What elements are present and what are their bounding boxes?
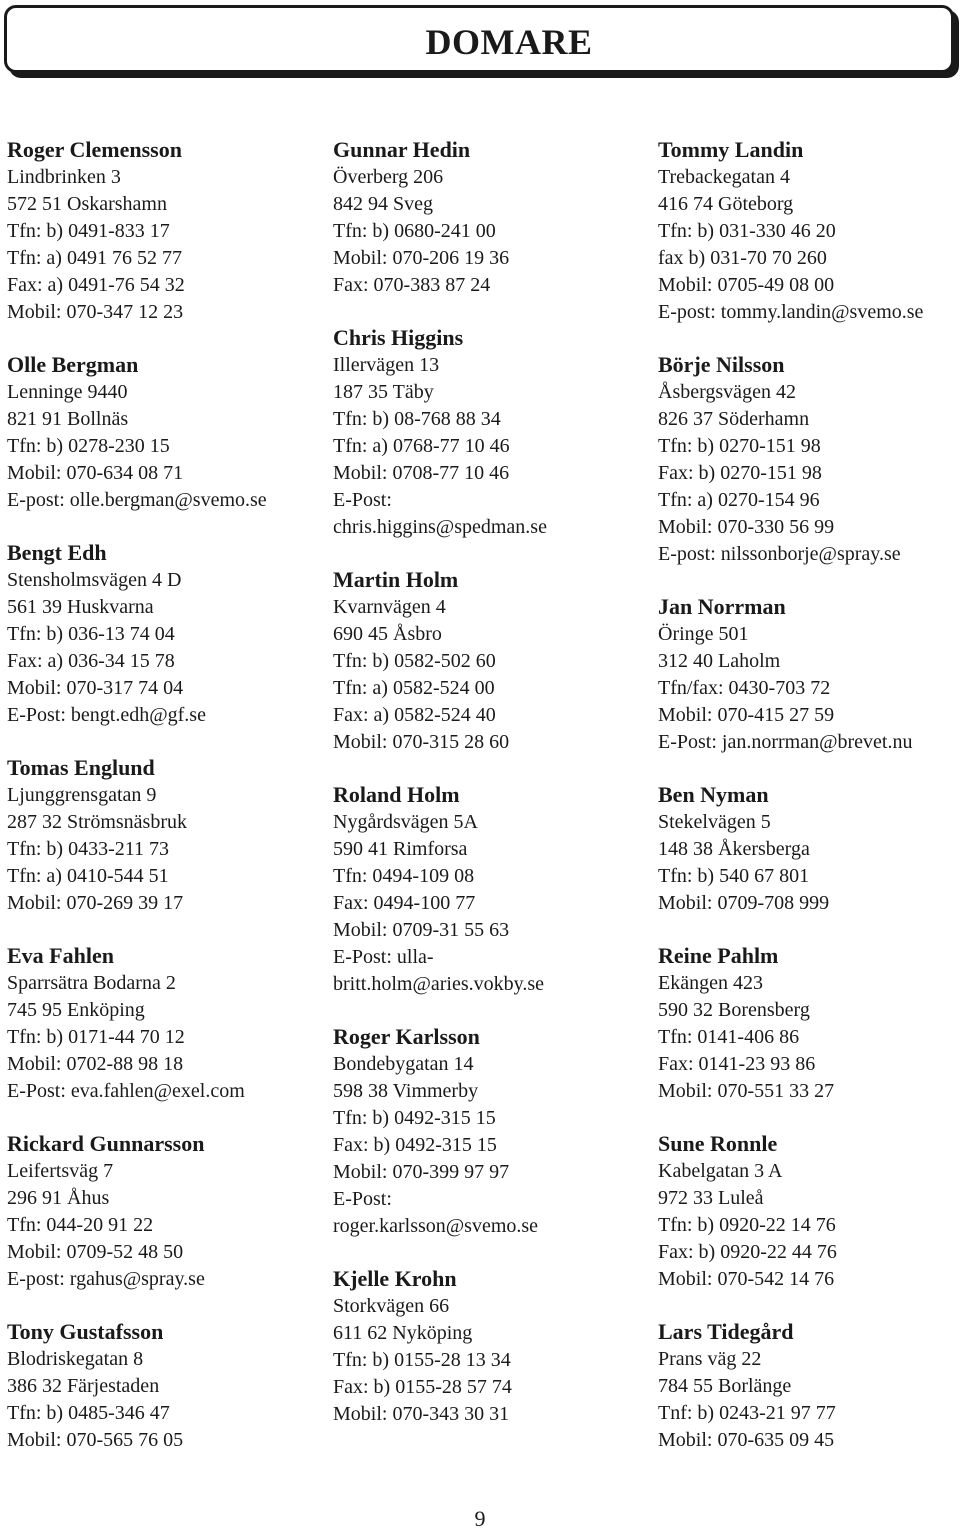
contact-line: Trebackegatan 4 [658, 166, 790, 188]
contact-line: Tfn/fax: 0430-703 72 [658, 677, 831, 699]
contact-line: Överberg 206 [333, 166, 444, 188]
contact-line: Mobil: 070-542 14 76 [658, 1268, 835, 1290]
contact-line: E-Post: [333, 489, 392, 511]
referee-entry [7, 136, 317, 326]
contact-line: Tfn: b) 0920-22 14 76 [658, 1214, 836, 1236]
title-box [4, 5, 954, 73]
contact-line: roger.karlsson@svemo.se [333, 1215, 539, 1237]
contact-line: 690 45 Åsbro [333, 623, 442, 645]
contact-line: Kvarnvägen 4 [333, 596, 446, 618]
contact-line: E-Post: [333, 1188, 392, 1210]
contact-line: 972 33 Luleå [658, 1187, 764, 1209]
contact-line: Nygårdsvägen 5A [333, 811, 478, 833]
contact-line: Tfn: b) 0155-28 13 34 [333, 1349, 511, 1371]
contact-line: 784 55 Borlänge [658, 1375, 792, 1397]
contact-line: Tfn: b) 031-330 46 20 [658, 220, 836, 242]
contact-line: 821 91 Bollnäs [7, 408, 129, 430]
contact-line: Prans väg 22 [658, 1348, 762, 1370]
contact-line: Mobil: 070-634 08 71 [7, 462, 184, 484]
contact-line: 611 62 Nyköping [333, 1322, 473, 1344]
referee-entry [7, 1130, 317, 1293]
contact-line: Ljunggrensgatan 9 [7, 784, 157, 806]
contact-line: Mobil: 070-347 12 23 [7, 301, 184, 323]
contact-line: Tfn: 0494-109 08 [333, 865, 475, 887]
referee-name: Rickard Gunnarsson [7, 1131, 205, 1156]
referee-entry [658, 593, 960, 756]
page-number: 9 [474, 1506, 486, 1531]
contact-line: E-post: tommy.landin@svemo.se [658, 301, 924, 323]
contact-line: E-Post: bengt.edh@gf.se [7, 704, 206, 726]
contact-line: E-post: olle.bergman@svemo.se [7, 489, 267, 511]
contact-line: Bondebygatan 14 [333, 1053, 474, 1075]
contact-line: E-post: rgahus@spray.se [7, 1268, 205, 1290]
contact-line: Sparrsätra Bodarna 2 [7, 972, 176, 994]
contact-line: Fax: a) 0491-76 54 32 [7, 274, 185, 296]
referee-entry [658, 942, 960, 1105]
contact-line: Fax: b) 0492-315 15 [333, 1134, 497, 1156]
contact-line: 745 95 Enköping [7, 999, 145, 1021]
contact-line: Mobil: 070-565 76 05 [7, 1429, 184, 1451]
referee-entry [7, 1318, 317, 1454]
contact-line: Lenninge 9440 [7, 381, 128, 403]
contact-line: 842 94 Sveg [333, 193, 433, 215]
referee-entry [7, 942, 317, 1105]
contact-line: Tfn: b) 0680-241 00 [333, 220, 496, 242]
contact-line: Mobil: 070-206 19 36 [333, 247, 510, 269]
contact-line: 287 32 Strömsnäsbruk [7, 811, 187, 833]
contact-line: Storkvägen 66 [333, 1295, 450, 1317]
contact-line: Åsbergsvägen 42 [658, 381, 796, 403]
contact-line: Tfn: b) 540 67 801 [658, 865, 810, 887]
referee-name: Tony Gustafsson [7, 1319, 164, 1344]
contact-line: Lindbrinken 3 [7, 166, 121, 188]
contact-line: Mobil: 0709-31 55 63 [333, 919, 510, 941]
referee-name: Roger Karlsson [333, 1024, 480, 1049]
contact-line: Leifertsväg 7 [7, 1160, 114, 1182]
contact-line: Tfn: b) 0492-315 15 [333, 1107, 496, 1129]
contact-line: Tfn: a) 0270-154 96 [658, 489, 820, 511]
contact-line: Mobil: 070-415 27 59 [658, 704, 835, 726]
referee-name: Börje Nilsson [658, 352, 785, 377]
referee-entry [658, 781, 960, 917]
referee-name: Roger Clemensson [7, 137, 182, 162]
contact-line: Tfn: b) 0485-346 47 [7, 1402, 170, 1424]
contact-line: Tfn: b) 08-768 88 34 [333, 408, 501, 430]
contact-line: Ekängen 423 [658, 972, 763, 994]
referee-entry [658, 1318, 960, 1454]
contact-line: Fax: b) 0270-151 98 [658, 462, 822, 484]
contact-line: E-Post: ulla- [333, 946, 434, 968]
contact-line: fax b) 031-70 70 260 [658, 247, 827, 269]
contact-line: 598 38 Vimmerby [333, 1080, 479, 1102]
contact-line: Mobil: 0705-49 08 00 [658, 274, 835, 296]
referee-name: Jan Norrman [658, 594, 786, 619]
contact-line: Stekelvägen 5 [658, 811, 771, 833]
contact-line: Tfn: b) 0171-44 70 12 [7, 1026, 185, 1048]
referee-entry [333, 1023, 643, 1240]
column-3 [658, 136, 960, 1479]
referee-name: Tomas Englund [7, 755, 155, 780]
referee-name: Chris Higgins [333, 325, 464, 350]
contact-line: 561 39 Huskvarna [7, 596, 154, 618]
contact-line: Tfn: b) 0582-502 60 [333, 650, 496, 672]
contact-line: 187 35 Täby [333, 381, 434, 403]
contact-line: 296 91 Åhus [7, 1187, 110, 1209]
referee-name: Lars Tidegård [658, 1319, 794, 1344]
referee-name: Kjelle Krohn [333, 1266, 457, 1291]
contact-line: Tfn: a) 0582-524 00 [333, 677, 495, 699]
referee-entry [658, 1130, 960, 1293]
referee-entry [7, 754, 317, 917]
contact-line: Mobil: 070-317 74 04 [7, 677, 184, 699]
contact-line: Mobil: 070-551 33 27 [658, 1080, 835, 1102]
contact-line: Mobil: 0702-88 98 18 [7, 1053, 184, 1075]
contact-line: Mobil: 070-330 56 99 [658, 516, 835, 538]
contact-line: Öringe 501 [658, 623, 749, 645]
column-2 [333, 136, 643, 1453]
contact-line: E-Post: jan.norrman@brevet.nu [658, 731, 913, 753]
contact-line: Fax: b) 0920-22 44 76 [658, 1241, 837, 1263]
referee-name: Eva Fahlen [7, 943, 114, 968]
referee-name: Martin Holm [333, 567, 459, 592]
referee-entry [333, 566, 643, 756]
contact-line: 312 40 Laholm [658, 650, 781, 672]
contact-line: Fax: b) 0155-28 57 74 [333, 1376, 512, 1398]
contact-line: Tfn: a) 0491 76 52 77 [7, 247, 182, 269]
referee-entry [333, 781, 643, 998]
contact-line: E-post: nilssonborje@spray.se [658, 543, 901, 565]
contact-line: Mobil: 0709-708 999 [658, 892, 830, 914]
contact-line: Mobil: 0708-77 10 46 [333, 462, 510, 484]
contact-line: Tfn: b) 0433-211 73 [7, 838, 170, 860]
contact-line: Tfn: a) 0768-77 10 46 [333, 435, 510, 457]
contact-line: Tfn: b) 036-13 74 04 [7, 623, 175, 645]
contact-line: 590 41 Rimforsa [333, 838, 468, 860]
contact-line: Mobil: 070-343 30 31 [333, 1403, 510, 1425]
referee-name: Tommy Landin [658, 137, 804, 162]
contact-line: britt.holm@aries.vokby.se [333, 973, 544, 995]
contact-line: Illervägen 13 [333, 354, 440, 376]
referee-entry [333, 1265, 643, 1428]
referee-entry [7, 351, 317, 514]
contact-line: Kabelgatan 3 A [658, 1160, 783, 1182]
contact-line: Tfn: b) 0270-151 98 [658, 435, 821, 457]
contact-line: Fax: a) 0582-524 40 [333, 704, 496, 726]
contact-line: Fax: 070-383 87 24 [333, 274, 491, 296]
contact-line: Mobil: 070-315 28 60 [333, 731, 510, 753]
referee-entry [7, 539, 317, 729]
contact-line: Tfn: 044-20 91 22 [7, 1214, 154, 1236]
referee-name: Gunnar Hedin [333, 137, 471, 162]
contact-line: Blodriskegatan 8 [7, 1348, 144, 1370]
contact-line: Stensholmsvägen 4 D [7, 569, 182, 591]
contact-line: Fax: 0494-100 77 [333, 892, 476, 914]
referee-name: Olle Bergman [7, 352, 139, 377]
referee-entry [658, 136, 960, 326]
referee-entry [333, 324, 643, 541]
contact-line: E-Post: eva.fahlen@exel.com [7, 1080, 245, 1102]
contact-line: Tfn: 0141-406 86 [658, 1026, 800, 1048]
contact-line: chris.higgins@spedman.se [333, 516, 547, 538]
contact-line: 590 32 Borensberg [658, 999, 810, 1021]
contact-line: Mobil: 070-635 09 45 [658, 1429, 835, 1451]
referee-name: Reine Pahlm [658, 943, 779, 968]
column-1 [7, 136, 317, 1479]
contact-line: Fax: a) 036-34 15 78 [7, 650, 175, 672]
contact-line: 386 32 Färjestaden [7, 1375, 160, 1397]
contact-line: Mobil: 070-269 39 17 [7, 892, 184, 914]
contact-line: Tfn: a) 0410-544 51 [7, 865, 169, 887]
referee-entry [658, 351, 960, 568]
referee-name: Roland Holm [333, 782, 460, 807]
contact-line: 572 51 Oskarshamn [7, 193, 167, 215]
referee-name: Bengt Edh [7, 540, 107, 565]
contact-line: 148 38 Åkersberga [658, 838, 810, 860]
contact-line: Mobil: 0709-52 48 50 [7, 1241, 184, 1263]
contact-line: 826 37 Söderhamn [658, 408, 810, 430]
contact-line: Mobil: 070-399 97 97 [333, 1161, 510, 1183]
referee-entry [333, 136, 643, 299]
referee-name: Ben Nyman [658, 782, 769, 807]
page-title: DOMARE [425, 22, 593, 62]
contact-line: 416 74 Göteborg [658, 193, 794, 215]
contact-line: Fax: 0141-23 93 86 [658, 1053, 816, 1075]
contact-line: Tfn: b) 0491-833 17 [7, 220, 170, 242]
contact-line: Tfn: b) 0278-230 15 [7, 435, 170, 457]
referee-name: Sune Ronnle [658, 1131, 778, 1156]
contact-line: Tnf: b) 0243-21 97 77 [658, 1402, 836, 1424]
